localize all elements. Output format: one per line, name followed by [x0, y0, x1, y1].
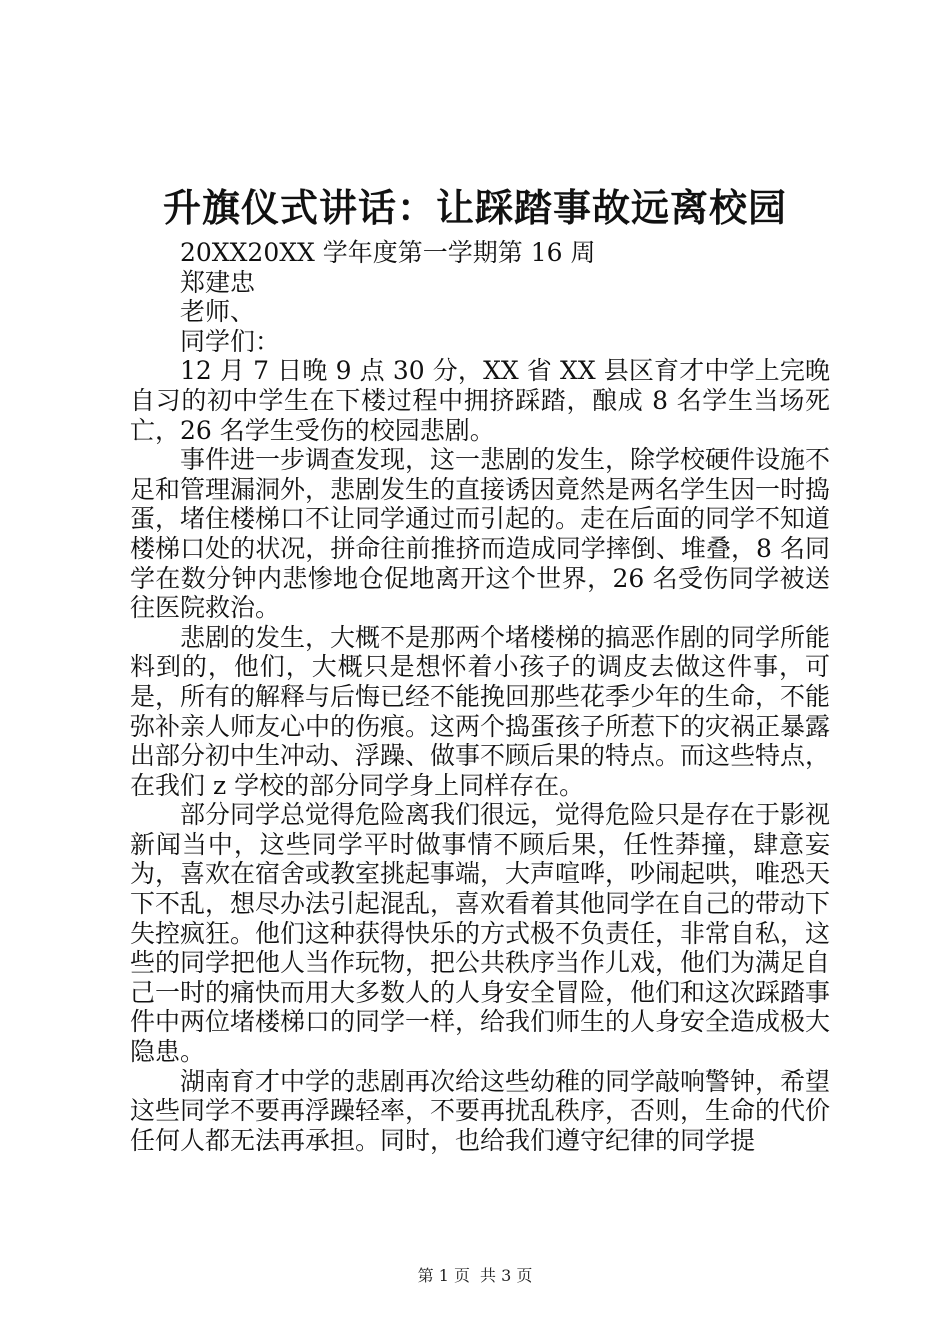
paragraph-reflection: 悲剧的发生，大概不是那两个堵楼梯的搞恶作剧的同学所能料到的，他们，大概只是想怀着小孩子的调皮去做这件事，可是，所有的解释与后悔已经不能挽回那些花季少年的生命，不能弥补亲人师友心中的伤痕。这两个捣蛋孩子所惹下的灾祸正暴露出部分初中生冲动、浮躁、做事不顾后果的特点。而这些特点，在我们 z 学校的部分同学身上同样存在。 [130, 622, 831, 800]
page-footer [0, 1266, 950, 1286]
page-number: 第 1 页 [417, 1266, 470, 1285]
salutation-students: 同学们： [180, 326, 281, 356]
paragraph-behavior: 部分同学总觉得危险离我们很远，觉得危险只是存在于影视新闻当中，这些同学平时做事情不顾后果，任性莽撞，肆意妄为，喜欢在宿舍或教室挑起事端，大声喧哗，吵闹起哄，唯恐天下不乱，想尽办法引起混乱，喜欢看着其他同学在自己的带动下失控疯狂。他们这种获得快乐的方式极不负责任，非常自私，这些的同学把他人当作玩物，把公共秩序当作儿戏，他们为满足自己一时的痛快而用大多数人的人身安全冒险，他们和这次踩踏事件中两位堵楼梯口的同学一样，给我们师生的人身安全造成极大隐患。 [130, 800, 831, 1067]
paragraph-incident: 12 月 7 日晚 9 点 30 分，XX 省 XX 县区育才中学上完晚自习的初中学生在下楼过程中拥挤踩踏，酿成 8 名学生当场死亡，26 名学生受伤的校园悲剧。 [130, 356, 830, 445]
page-total: 共 3 页 [480, 1266, 533, 1285]
salutation-teachers: 老师、 [180, 297, 256, 327]
document-body [130, 238, 830, 1155]
paragraph-warning: 湖南育才中学的悲剧再次给这些幼稚的同学敲响警钟，希望这些同学不要再浮躁轻率，不要再扰乱秩序，否则，生命的代价任何人都无法再承担。同时，也给我们遵守纪律的同学提 [130, 1066, 831, 1155]
document-title: 升旗仪式讲话：让踩踏事故远离校园 [162, 185, 787, 230]
speaker-name: 郑建忠 [180, 267, 256, 297]
paragraph-investigation: 事件进一步调查发现，这一悲剧的发生，除学校硬件设施不足和管理漏洞外，悲剧发生的直接诱因竟然是两名学生因一时捣蛋，堵住楼梯口不让同学通过而引起的。走在后面的同学不知道楼梯口处的状况，拼命往前推挤而造成同学摔倒、堆叠，8 名同学在数分钟内悲惨地仓促地离开这个世界，26 名受伤同学被送往医院救治。 [130, 445, 831, 623]
school-term-line: 20XX20XX 学年度第一学期第 16 周 [180, 238, 596, 267]
